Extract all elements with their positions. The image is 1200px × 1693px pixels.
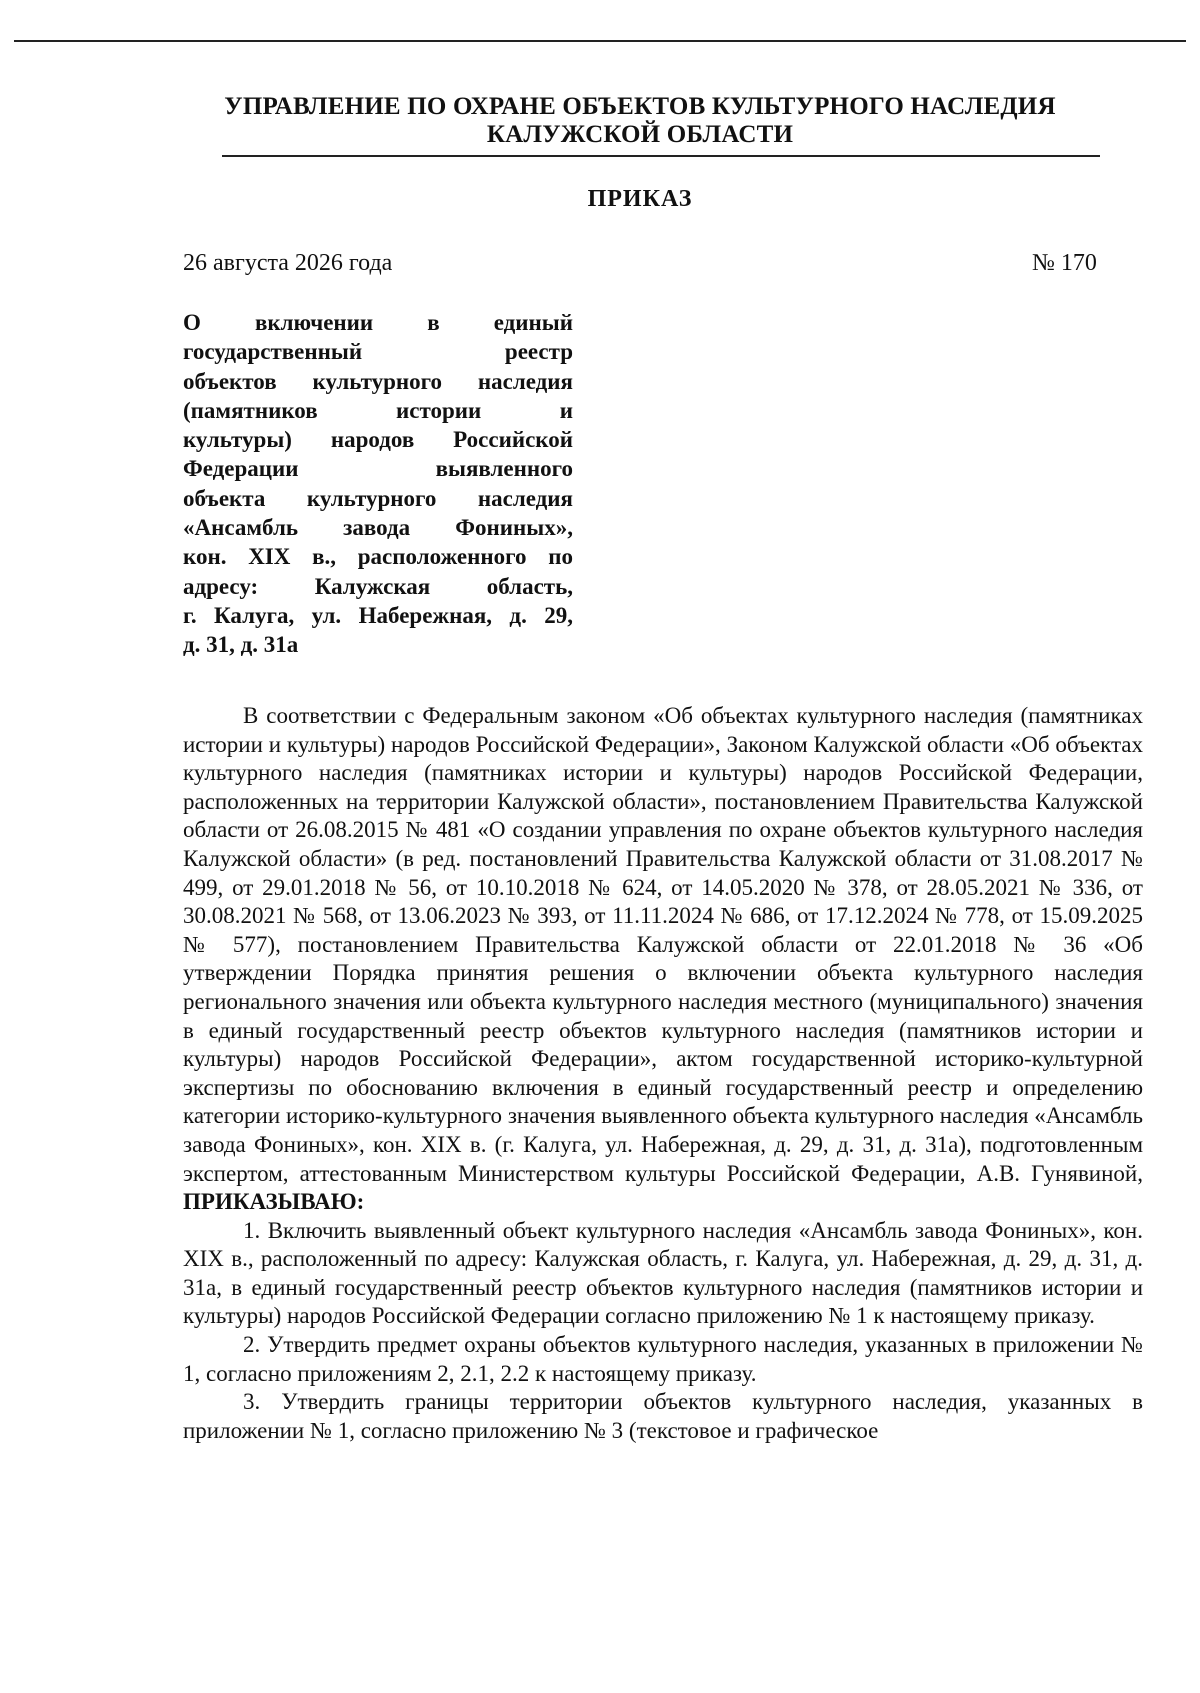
organization-name-line1: УПРАВЛЕНИЕ ПО ОХРАНЕ ОБЪЕКТОВ КУЛЬТУРНОГО НАСЛЕДИЯ — [224, 93, 1056, 120]
order-item-3: 3. Утвердить границы территории объектов культурного наследия, указанных в приложении № 1, согласно приложению № 3 (текстовое и графическое — [183, 1389, 1143, 1443]
subject-line: г. Калуга, ул. Набережная, д. 29, — [183, 602, 573, 628]
subject-line: Федерации выявленного — [183, 456, 573, 482]
order-body — [183, 702, 1143, 1445]
order-item-1: 1. Включить выявленный объект культурного наследия «Ансамбль завода Фониных», кон. XIX в., расположенный по адресу: Калужская область, г. Калуга, ул. Набережная, д. 29, д. 31, д. 31а, в единый государственный реестр объектов культурного наследия (памятников истории и культуры) народов Российской Федерации согласно приложению № 1 к настоящему приказу. — [183, 1217, 1143, 1329]
subject-line: О включении в единый — [183, 310, 573, 335]
decree-word: ПРИКАЗЫВАЮ: — [183, 1189, 365, 1215]
document-type-title: ПРИКАЗ — [587, 186, 693, 212]
order-date: 26 августа 2026 года — [183, 250, 393, 276]
top-rule — [14, 40, 1186, 42]
order-subject — [183, 308, 573, 660]
preamble-paragraph — [183, 702, 1143, 1217]
subject-line: адресу: Калужская область, — [183, 573, 573, 599]
subject-line: д. 31, д. 31а — [183, 632, 299, 658]
subject-line: государственный реестр — [183, 339, 573, 365]
order-item-2: 2. Утвердить предмет охраны объектов культурного наследия, указанных в приложении № 1, согласно приложениям 2, 2.1, 2.2 к настоящему приказу. — [183, 1332, 1143, 1386]
header-underline — [222, 155, 1100, 157]
organization-name-line2: КАЛУЖСКОЙ ОБЛАСТИ — [486, 121, 794, 148]
order-number: № 170 — [1032, 250, 1097, 276]
subject-line: объекта культурного наследия — [183, 485, 573, 511]
subject-line: (памятников истории и — [183, 397, 573, 423]
subject-line: культуры) народов Российской — [183, 427, 573, 453]
preamble-text: В соответствии с Федеральным законом «Об объектах культурного наследия (памятниках истории и культуры) народов Российской Федерации», Законом Калужской области «Об объектах культурного наследия (памятниках истории и культуры) народов Российской Федерации, расположенных на территории Калужской области», постановлением Правительства Калужской области от 26.08.2015 № 481 «О создании управления по охране объектов культурного наследия Калужской области» (в ред. постановлений Правительства Калужской области от 31.08.2017 № 499, от 29.01.2018 № 56, от 10.10.2018 № 624, от 14.05.2020 № 378, от 28.05.2021 № 336, от 30.08.2021 № 568, от 13.06.2023 № 393, от 11.11.2024 № 686, от 17.12.2024 № 778, от 15.09.2025 № 577), постановлением Правительства Калужской области от 22.01.2018 № 36 «Об утверждении Порядка принятия решения о включении объекта культурного наследия регионального значения или объекта культурного наследия местного (муниципального) значения в единый государственный реестр объектов культурного наследия (памятников истории и культуры) народов Российской Федерации», актом государственной историко-культурной экспертизы по обоснованию включения в единый государственный реестр и определению категории историко-культурного значения выявленного объекта культурного наследия «Ансамбль завода Фониных», кон. XIX в. (г. Калуга, ул. Набережная, д. 29, д. 31, д. 31а), подготовленным экспертом, аттестованным Министерством культуры Российской Федерации, А.В. Гунявиной, — [183, 703, 1143, 1186]
subject-line: «Ансамбль завода Фониных», — [183, 515, 573, 541]
subject-line: кон. XIX в., расположенного по — [183, 544, 573, 570]
subject-line: объектов культурного наследия — [183, 368, 573, 394]
